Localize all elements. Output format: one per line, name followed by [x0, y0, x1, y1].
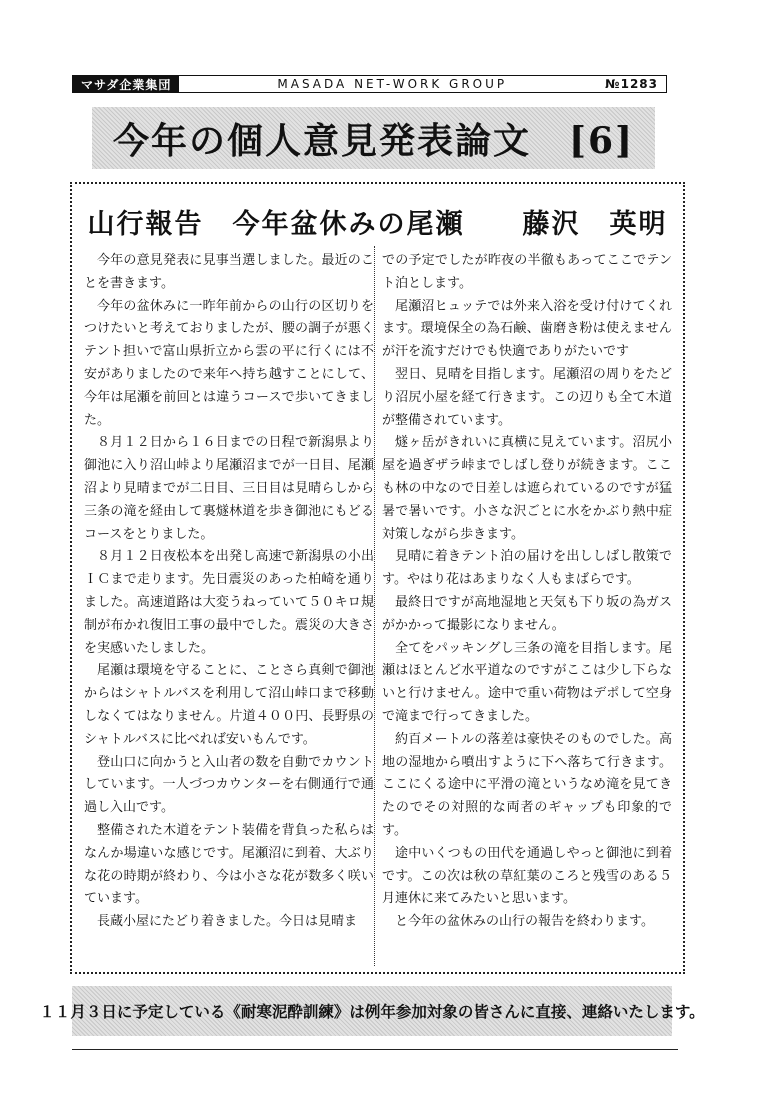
article-left-column: [84, 250, 374, 934]
column-divider: [374, 246, 375, 966]
paragraph: 翌日、見晴を目指します。尾瀬沼の周りをたどり沼尻小屋を経て行きます。この辺りも全て木道が整備されています。: [382, 366, 672, 428]
paragraph: 整備された木道をテント装備を背負った私らはなんか場違いな感じです。尾瀬沼に到着、大ぶりな花の時期が終わり、今は小さな花が数多く咲いています。: [84, 822, 374, 907]
group-name-en: MASADA NET-WORK GROUP: [277, 77, 508, 91]
bottom-rule: [72, 1049, 678, 1050]
paragraph: 尾瀬沼ヒュッテでは外来入浴を受け付けてくれます。環境保全の為石鹸、歯磨き粉は使えませんが汗を流すだけでも快適でありがたいです: [382, 298, 672, 360]
masthead: [72, 75, 667, 93]
paragraph: と今年の盆休みの山行の報告を終わります。: [395, 914, 654, 930]
group-name-jp: マサダ企業集団: [73, 76, 179, 92]
footer-notice: １１月３日に予定している《耐寒泥酔訓練》は例年参加対象の皆さんに直接、連絡いたします。: [39, 1003, 705, 1021]
section-title-banner: [92, 107, 655, 169]
paragraph-continuation: での予定でしたが昨夜の半徹もあってここでテント泊とします。: [382, 253, 672, 291]
paragraph: ８月１２日から１６日までの日程で新潟県より御池に入り沼山峠より尾瀬沼までが一日目、尾瀬沼より見晴までが二日目、三日目は見晴らしから三条の滝を経由して裏燧林道を歩き御池にもどるコースをとりました。: [84, 435, 374, 542]
paragraph: 途中いくつもの田代を通過しやっと御池に到着です。この次は秋の草紅葉のころと残雪のある５月連休に来てみたいと思います。: [382, 845, 672, 907]
paragraph: 尾瀬は環境を守ることに、ことさら真剣で御池からはシャトルバスを利用して沼山峠口まで移動しなくてはなりません。片道４００円、長野県のシャトルバスに比べれば安いもんです。: [84, 663, 374, 747]
footer-notice-banner: [39, 986, 705, 1036]
article-title: 山行報告 今年盆休みの尾瀬 藤沢 英明: [87, 209, 668, 240]
paragraph: 今年の盆休みに一昨年前からの山行の区切りをつけたいと考えておりましたが、腰の調子が悪くテント担いで富山県折立から雲の平に行くには不安がありましたので来年へ持ち越すことにして、今年は尾瀬を前回とは違うコースで歩いてきました。: [84, 298, 374, 428]
paragraph: 最終日ですが高地湿地と天気も下り坂の為ガスがかかって撮影になりません。: [382, 594, 672, 633]
section-title: 今年の個人意見発表論文 [6]: [112, 119, 635, 162]
issue-number: №1283: [605, 77, 658, 91]
article-box: [70, 182, 685, 974]
paragraph: 登山口に向かうと入山者の数を自動でカウントしています。一人づつカウンターを右側通行で通過し入山です。: [84, 754, 374, 816]
paragraph: 長蔵小屋にたどり着きました。今日は見晴ま: [97, 914, 358, 930]
paragraph: 全てをパッキングし三条の滝を目指します。尾瀬はほとんど水平道なのですがここは少し下らないと行けません。途中で重い荷物はデポして空身で滝まで行ってきました。: [382, 640, 672, 724]
article-right-column: [382, 250, 672, 934]
paragraph: 約百メートルの落差は豪快そのものでした。高地の湿地から噴出すように下へ落ちて行きます。ここにくる途中に平滑の滝というなめ滝を見てきたのでその対照的な両者のギャップも印象的です。: [382, 731, 672, 838]
paragraph: 見晴に着きテント泊の届けを出ししばし散策です。やはり花はあまりなく人もまばらです。: [382, 549, 672, 588]
paragraph: 今年の意見発表に見事当選しました。最近のことを書きます。: [84, 253, 374, 291]
paragraph: ８月１２日夜松本を出発し高速で新潟県の小出ＩＣまで走ります。先日震災のあった柏崎を通りました。高速道路は大変うねっていて５０キロ規制が布かれ復旧工事の最中でした。震災の大きさを実感いたしました。: [84, 549, 374, 656]
paragraph: 燧ヶ岳がきれいに真横に見えています。沼尻小屋を過ぎザラ峠までしばし登りが続きます。ここも林の中なので日差しは遮られているのですが猛暑で暑いです。小さな沢ごとに水をかぶり熱中症対策しながら歩きます。: [382, 435, 672, 542]
